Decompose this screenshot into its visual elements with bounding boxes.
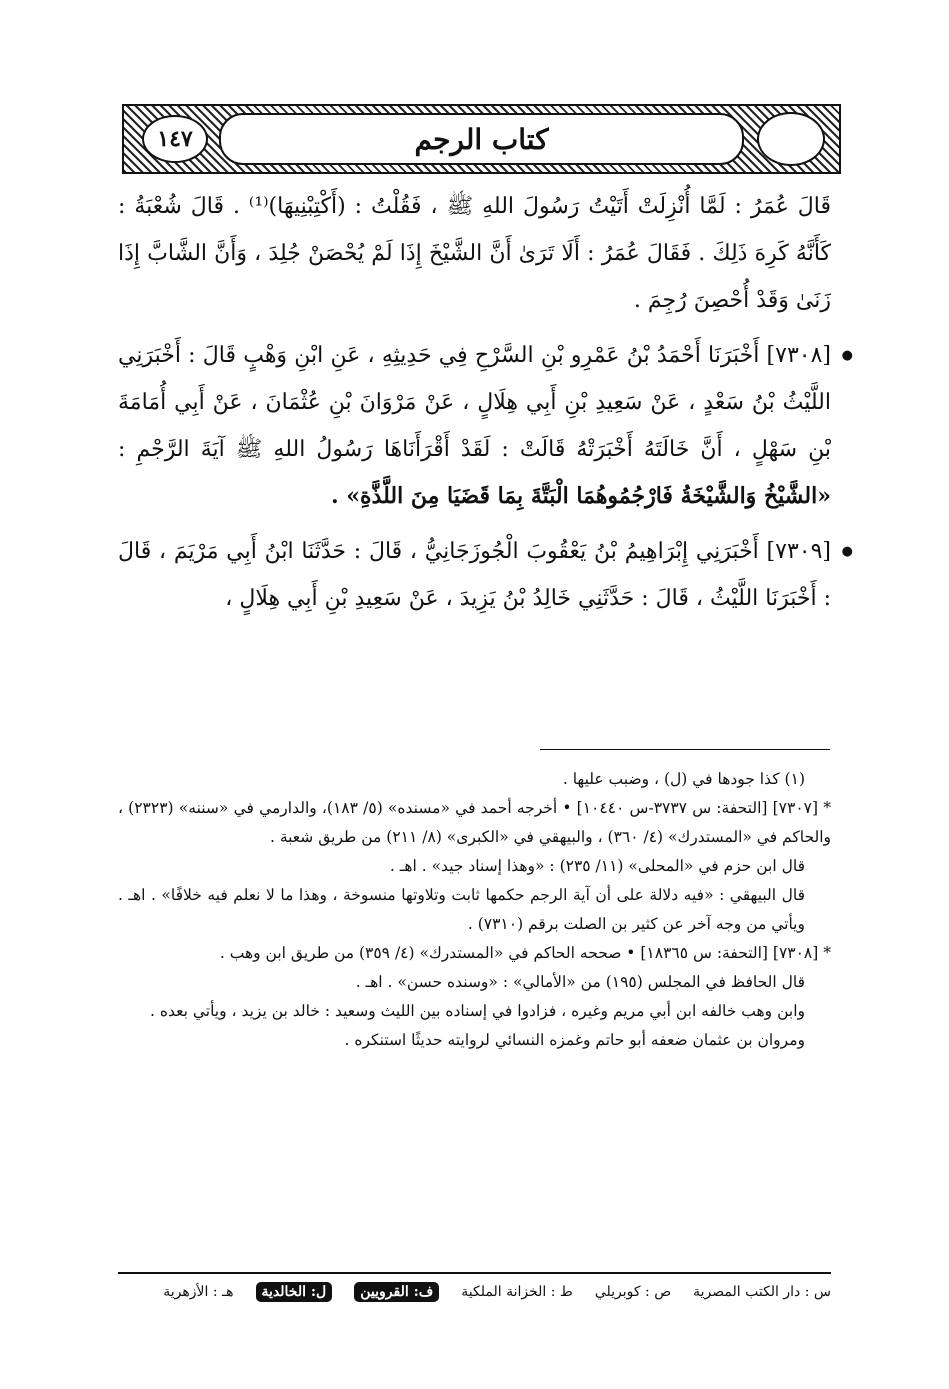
legend-item: س : دار الكتب المصرية (693, 1284, 831, 1300)
legend-item: ط : الخزانة الملكية (461, 1284, 573, 1300)
page-header-frame (122, 104, 841, 174)
main-text (118, 183, 831, 622)
footnote: قال الحافظ في المجلس (١٩٥) من «الأمالي» : «وسنده حسن» . اهـ . (355, 973, 805, 991)
hadith-7308 (118, 332, 831, 520)
hadith-text: [٧٣٠٨] أَخْبَرَنَا أَحْمَدُ بْنُ عَمْرِو بْنِ السَّرْحِ فِي حَدِيثِهِ ، عَنِ ابْنِ وَهْبٍ قَالَ : أَخْبَرَنِي اللَّيْثُ بْنُ سَعْدٍ ، عَنْ سَعِيدِ بْنِ أَبِي هِلَالٍ ، عَنْ مَرْوَانَ بْنِ عُثْمَانَ ، عَنْ أَبِي أُمَامَةَ بْنِ سَهْلٍ ، أَنَّ خَالَتَهُ أَخْبَرَتْهُ قَالَتْ : لَقَدْ أَقْرَأَنَاهَا رَسُولُ اللهِ ﷺ آيَةَ الرَّجْمِ : (118, 343, 831, 462)
footnotes (118, 765, 831, 1055)
hadith-quote: «الشَّيْخُ وَالشَّيْخَةُ فَارْجُمُوهُمَا الْبَتَّةَ بِمَا قَضَيَا مِنَ اللَّذَّةِ» . (330, 483, 831, 509)
seal-logo (757, 112, 825, 166)
legend-item: ل: الخالدية (256, 1282, 333, 1302)
footnote: وابن وهب خالفه ابن أبي مريم وغيره ، فزادوا في إسناده بين الليث وسعيد : خالد بن يزيد ، ويأتي بعده . (150, 1002, 805, 1020)
paragraph: قَالَ عُمَرُ : لَمَّا أُنْزِلَتْ أَتَيْتُ رَسُولَ اللهِ ﷺ ، فَقُلْتُ : (أَكْتِبْنِيهَا)⁽¹⁾ . قَالَ شُعْبَةُ : كَأَنَّهُ كَرِهَ ذَلِكَ . فَقَالَ عُمَرُ : أَلَا تَرَىٰ أَنَّ الشَّيْخَ إِذَا لَمْ يُحْصَنْ جُلِدَ ، وَأَنَّ الشَّابَّ إِذَا زَنَىٰ وَقَدْ أُحْصِنَ رُجِمَ . (118, 194, 831, 313)
footnote: * [٧٣٠٨] [التحفة: س ١٨٣٦٥] • صححه الحاكم في «المستدرك» (٤/ ٣٥٩) من طريق ابن وهب . (219, 944, 831, 962)
footnote: (١) كذا جودها في (ل) ، وضبب عليها . (562, 770, 805, 788)
hadith-7309: ● [٧٣٠٩] أَخْبَرَنِي إِبْرَاهِيمُ بْنُ يَعْقُوبَ الْجُوزَجَانِيُّ ، قَالَ : حَدَّثَنَا ابْنُ أَبِي مَرْيَمَ ، قَالَ : أَخْبَرَنَا اللَّيْثُ ، قَالَ : حَدَّثَنِي خَالِدُ بْنُ يَزِيدَ ، عَنْ سَعِيدِ بْنِ أَبِي هِلَالٍ ، (118, 528, 831, 622)
page-number: ١٤٧ (142, 115, 208, 163)
footnote: قال ابن حزم في «المحلى» (١١/ ٢٣٥) : «وهذا إسناد جيد» . اهـ . (389, 857, 805, 875)
footnote: * [٧٣٠٧] [التحفة: س ٣٧٣٧-س ١٠٤٤٠] • أخرجه أحمد في «مسنده» (٥/ ١٨٣)، والدارمي في «سننه» (٢٣٢٣) ، والحاكم في «المستدرك» (٤/ ٣٦٠) ، والبيهقي في «الكبرى» (٨/ ٢١١) من طريق شعبة . (118, 799, 831, 846)
legend-item: ف: القرويين (354, 1282, 439, 1302)
footnote-divider (540, 749, 830, 750)
manuscript-legend (118, 1272, 831, 1302)
legend-item: ص : كوبريلي (594, 1284, 672, 1300)
legend-item: هـ : الأزهرية (163, 1284, 234, 1300)
chapter-title: كتاب الرجم (219, 113, 744, 165)
footnote: ومروان بن عثمان ضعفه أبو حاتم وغمزه النسائي لروايته حديثًا استنكره . (344, 1031, 805, 1049)
footnote: قال البيهقي : «فيه دلالة على أن آية الرجم حكمها ثابت وتلاوتها منسوخة ، وهذا ما لا نعلم فيه خلافًا» . اهـ . ويأتي من وجه آخر عن كثير بن الصلت برقم (٧٣١٠) . (118, 886, 805, 933)
